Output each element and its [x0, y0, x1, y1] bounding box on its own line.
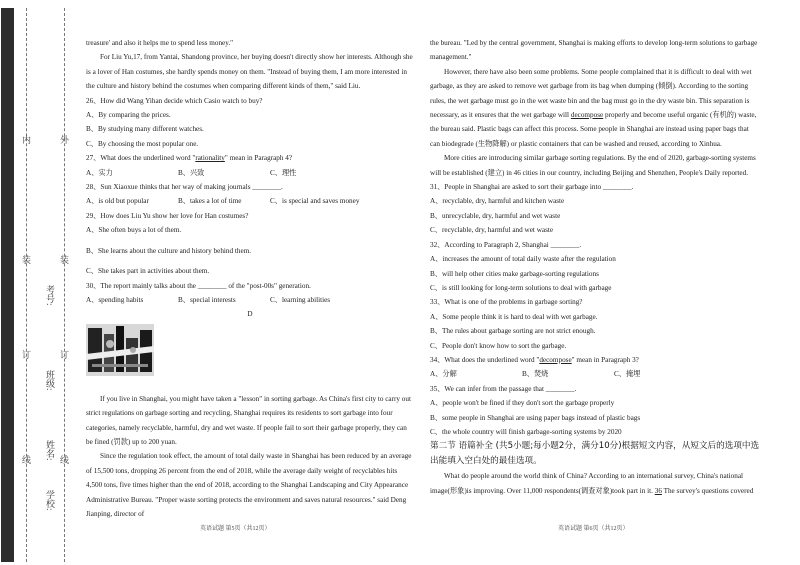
option-30b: B、special interests — [178, 295, 236, 304]
option-32c: C、is still looking for long-term solutions to deal with garbage — [430, 283, 612, 292]
option-26a: A、By comparing the prices. — [86, 111, 171, 120]
option-26b: B、By studying many different watches. — [86, 125, 204, 134]
options-34 — [430, 367, 760, 381]
option-26c: C、By choosing the most popular one. — [86, 139, 199, 148]
question-28: 28、Sun Xiaoxue thinks that her way of making journals ________. — [86, 183, 283, 192]
options-27 — [86, 166, 414, 180]
option-27b: B、兴致 — [178, 168, 205, 177]
option-33c: C、People don't know how to sort the garbage. — [430, 341, 567, 350]
margin-mark: 订 — [21, 350, 31, 359]
option-31b: B、unrecyclable, dry, harmful and wet waste — [430, 211, 561, 220]
question-26: 26、How did Wang Yihan decide which Casio watch to buy? — [86, 96, 263, 105]
passage-d-paragraph-1: If you live in Shanghai, you might have taken a "lesson" in sorting garbage. As China's first city to carry out strict regulations on garbage sorting and recycling, Shanghai requires its residents to sort garbage into four categories, namely recyclable, harmful, dry and wet waste. If people fail to sort their garbage properly, they can be fined (罚款) up to 200 yuan. — [86, 394, 411, 446]
passage-d-paragraph-2: Since the regulation took effect, the amount of total daily waste in Shanghai has been reduced by an average of 15,500 tons, dropping 26 percent from the end of 2018, while the average daily weight of recyclables hits 4,500 tons, five times higher than the end of 2018, according to the Shanghai Landscaping and City Appearance Administrative Bureau. "Proper waste sorting protects the environment and saves natural resources." said Deng Jianping, director of — [86, 452, 412, 518]
page-footer-left: 英语试题 第5页（共12页） — [200, 526, 271, 532]
name-field: 姓名: — [45, 440, 55, 461]
garbage-sorting-photo — [86, 324, 154, 376]
section-d-heading: D — [247, 310, 253, 319]
option-28b: B、takes a lot of time — [178, 197, 242, 206]
option-31c: C、recyclable, dry, harmful and wet waste — [430, 226, 554, 235]
margin-mark: 订 — [59, 350, 69, 359]
margin-mark: 线 — [21, 455, 31, 464]
question-32: 32、According to Paragraph 2, Shanghai ________. — [430, 240, 582, 249]
cloze-paragraph: What do people around the world think of China? According to an international survey, China's national image(形象)is improving. Over 11,000 respondents(调查对象)took part in it. 36 The survey's questions covered — [430, 472, 754, 495]
option-28a: A、is old but popular — [86, 197, 149, 206]
question-29: 29、How does Liu Yu show her love for Han costumes? — [86, 211, 249, 220]
question-31: 31、People in Shanghai are asked to sort their garbage into ________. — [430, 183, 634, 192]
margin-mark: 内 — [21, 135, 31, 144]
option-27a: A、实力 — [86, 168, 113, 177]
option-31a: A、recyclable, dry, harmful and kitchen waste — [430, 197, 565, 206]
underlined-word: decompose — [570, 111, 604, 120]
page-footer-right: 英语试题 第6页（共12页） — [558, 526, 629, 532]
question-27: 27、What does the underlined word "rationality" mean in Paragraph 4? — [86, 154, 293, 163]
option-34c: C、掩埋 — [614, 370, 641, 379]
option-35b: B、some people in Shanghai are using paper bags instead of plastic bags — [430, 413, 641, 422]
option-29b: B、She learns about the culture and history behind them. — [86, 246, 252, 255]
option-27c: C、理性 — [270, 168, 297, 177]
option-33b: B、The rules about garbage sorting are not strict enough. — [430, 327, 596, 336]
option-29c: C、She takes part in activities about them. — [86, 267, 210, 276]
outer-cut-line — [26, 8, 27, 562]
blank-36: 36 — [654, 486, 662, 495]
underlined-word: rationality — [195, 154, 225, 163]
option-33a: A、Some people think it is hard to deal with wet garbage. — [430, 312, 598, 321]
option-32a: A、increases the amount of total daily waste after the regulation — [430, 255, 616, 264]
exam-number-field: 考号: — [45, 285, 55, 306]
passage-paragraph: More cities are introducing similar garbage sorting regulations. By the end of 2020, garbage-sorting systems will be established (建立) in 46 cities in our country, including Beijing and Shenzhen, People's Daily reported. — [430, 154, 756, 177]
class-field: 班级: — [45, 370, 55, 391]
options-28 — [86, 194, 414, 208]
passage-paragraph: For Liu Yu,17, from Yantai, Shandong province, her buying doesn't directly show her interests. Although she is a lover of Han costumes, she hardly spends money on them. "Instead of buying them, I am more interested in the culture and history behind the costumes when comparing different kinds of them," said Liu. — [86, 53, 413, 91]
option-35a: A、people won't be fined if they don't sort the garbage properly — [430, 399, 615, 408]
option-30a: A、spending habits — [86, 295, 144, 304]
binding-margin — [0, 0, 70, 565]
margin-mark: 装 — [21, 255, 31, 264]
option-28c: C、is special and saves money — [270, 197, 360, 206]
option-32b: B、will help other cities make garbage-sorting regulations — [430, 269, 599, 278]
left-column — [86, 36, 414, 521]
passage-paragraph: However, there have also been some problems. Some people complained that it is difficult to deal with wet garbage, as they are asked to remove wet garbage from its bag when dumping (倾倒). According to the sorting rules, the wet garbage must go in the wet waste bin and the bag must go in the dry waste bin. This separation is necessary, as it ensures that the wet garbage will decompose properly and become useful organic (有机的) waste, the bureau said. Plastic bags can affect this process. Some people in Shanghai are instead using paper bags that can biodegrade (生物降解) or plastic containers that can be washed and reused, according to Xinhua. — [430, 67, 757, 148]
underlined-word: decompose — [539, 355, 572, 364]
section-2-heading: 第二节 语篇补全 (共5小题;每小题2分，满分10分)根据短文内容，从短文后的选项中选出能填入空白处的最佳选项。 — [430, 441, 760, 467]
option-34b: B、焚烧 — [522, 370, 549, 379]
passage-line: the bureau. "Led by the central government, Shanghai is making efforts to develop long-term solutions to garbage management." — [430, 39, 758, 62]
margin-mark: 装 — [59, 255, 69, 264]
question-30: 30、The report mainly talks about the ________ of the "post-00s" generation. — [86, 281, 311, 290]
inner-cut-line — [64, 8, 65, 562]
option-34a: A、分解 — [430, 370, 457, 379]
option-35c: C、the whole country will finish garbage-sorting systems by 2020 — [430, 427, 622, 436]
school-field: 学校: — [45, 490, 55, 511]
margin-mark: 线 — [59, 455, 69, 464]
option-29a: A、She often buys a lot of them. — [86, 226, 182, 235]
options-30 — [86, 293, 414, 307]
question-35: 35、We can infer from the passage that ________. — [430, 384, 577, 393]
question-34: 34、What does the underlined word "decompose" mean in Paragraph 3? — [430, 355, 639, 364]
right-column — [430, 36, 760, 498]
passage-line: treasure' and also it helps me to spend less money." — [86, 39, 234, 47]
binding-strip — [1, 8, 14, 562]
margin-mark: 外 — [59, 135, 69, 144]
option-30c: C、learning abilities — [270, 295, 331, 304]
question-33: 33、What is one of the problems in garbage sorting? — [430, 298, 583, 307]
